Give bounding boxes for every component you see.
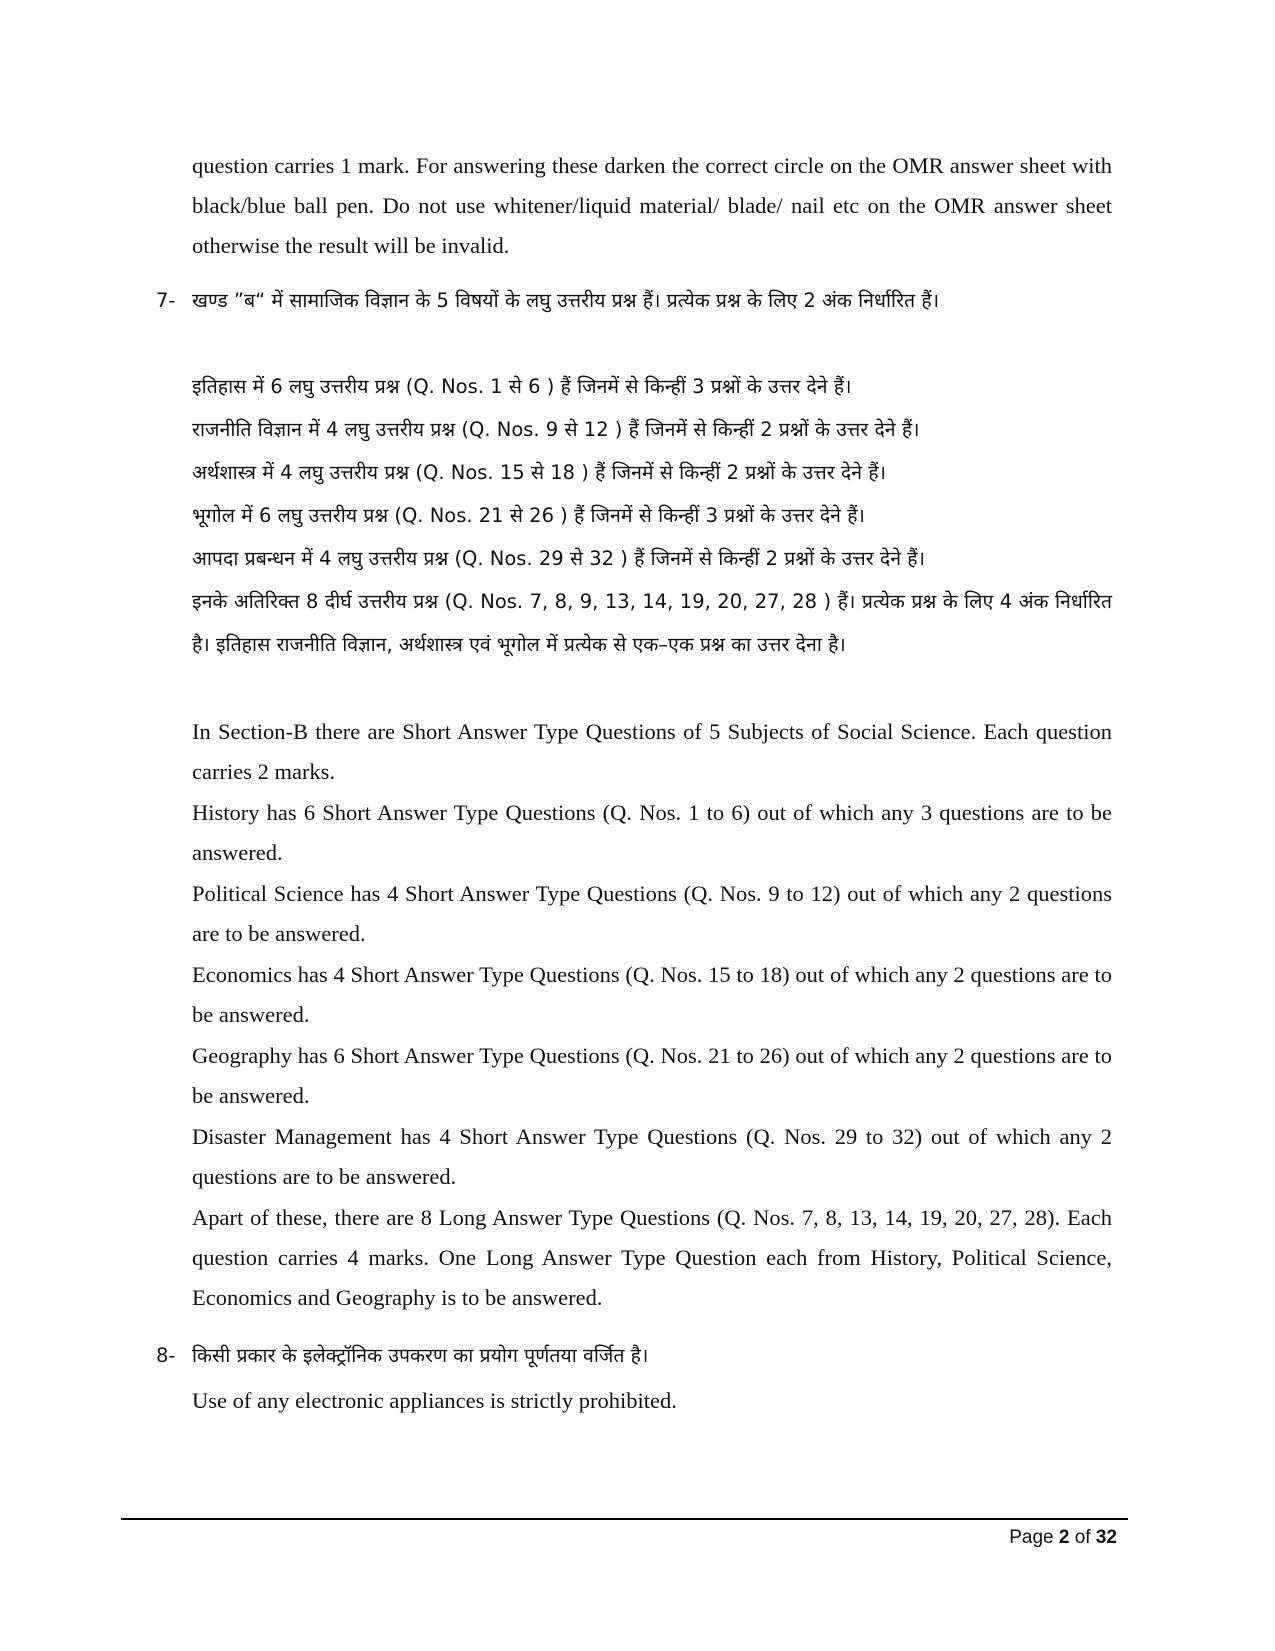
item-7-hindi-heading: खण्ड ”ब“ में सामाजिक विज्ञान के 5 विषयों के लघु उत्तरीय प्रश्न हैं। प्रत्येक प्रश्न के लिए 2 अंक निर्धारित हैं। — [192, 289, 940, 312]
page-number: 2 — [1058, 1527, 1070, 1548]
item-7-hindi-geography: भूगोल में 6 लघु उत्तरीय प्रश्न (Q. Nos. 21 से 26 ) हैं जिनमें से किन्हीं 3 प्रश्नों के उत्तर देने हैं। — [192, 504, 865, 527]
item-8-hindi: किसी प्रकार के इलेक्ट्रॉनिक उपकरण का प्रयोग पूर्णतया वर्जित है। — [192, 1344, 649, 1367]
total-pages: 32 — [1095, 1527, 1117, 1548]
item-7-english-history: History has 6 Short Answer Type Questions (Q. Nos. 1 to 6) out of which any 3 questions are to be answered. — [192, 800, 1112, 865]
item-8-number: 8- — [156, 1344, 176, 1367]
item-7-english-geography: Geography has 6 Short Answer Type Questions (Q. Nos. 21 to 26) out of which any 2 questions are to be answered. — [192, 1043, 1112, 1108]
item-7-english-disaster-management: Disaster Management has 4 Short Answer Type Questions (Q. Nos. 29 to 32) out of which any 2 questions are to be answered. — [192, 1124, 1112, 1189]
item-7-english-heading: In Section-B there are Short Answer Type Questions of 5 Subjects of Social Science. Each question carries 2 marks. — [192, 719, 1112, 784]
item-7-hindi-political-science: राजनीति विज्ञान में 4 लघु उत्तरीय प्रश्न (Q. Nos. 9 से 12 ) हैं जिनमें से किन्हीं 2 प्रश्नों के उत्तर देने हैं। — [192, 418, 920, 441]
item-7-hindi-economics: अर्थशास्त्र में 4 लघु उत्तरीय प्रश्न (Q. Nos. 15 से 18 ) हैं जिनमें से किन्हीं 2 प्रश्नों के उत्तर देने हैं। — [192, 461, 886, 484]
of-word: of — [1074, 1527, 1091, 1548]
intro-continuation: question carries 1 mark. For answering these darken the correct circle on the OMR answer sheet with black/blue ball pen. Do not use whitener/liquid material/ blade/ nail etc on the OMR answer sheet otherwise the result will be invalid. — [192, 153, 1112, 258]
item-7-number: 7- — [156, 289, 176, 312]
item-7-hindi-history: इतिहास में 6 लघु उत्तरीय प्रश्न (Q. Nos. 1 से 6 ) हैं जिनमें से किन्हीं 3 प्रश्नों के उत्तर देने हैं। — [192, 375, 852, 398]
item-8-english: Use of any electronic appliances is strictly prohibited. — [192, 1388, 677, 1413]
item-7-english-economics: Economics has 4 Short Answer Type Questions (Q. Nos. 15 to 18) out of which any 2 questions are to be answered. — [192, 962, 1112, 1027]
item-7-english-political-science: Political Science has 4 Short Answer Type Questions (Q. Nos. 9 to 12) out of which any 2 questions are to be answered. — [192, 881, 1112, 946]
footer-divider — [121, 1518, 1128, 1520]
item-7-english-long-answer: Apart of these, there are 8 Long Answer Type Questions (Q. Nos. 7, 8, 13, 14, 19, 20, 27, 28). Each question carries 4 marks. One Long Answer Type Question each from History, Political Science, Economics and Geography is to be answered. — [192, 1205, 1112, 1310]
item-7-hindi-long-answer: इनके अतिरिक्त 8 दीर्घ उत्तरीय प्रश्न (Q. Nos. 7, 8, 9, 13, 14, 19, 20, 27, 28 ) हैं। प्रत्येक प्रश्न के लिए 4 अंक निर्धारित है। इतिहास राजनीति विज्ञान, अर्थशास्त्र एवं भूगोल में प्रत्येक से एक–एक प्रश्न का उत्तर देना है। — [192, 590, 1112, 656]
page-indicator — [1009, 1518, 1117, 1558]
page-word: Page — [1009, 1527, 1054, 1548]
item-7-hindi-disaster-management: आपदा प्रबन्धन में 4 लघु उत्तरीय प्रश्न (Q. Nos. 29 से 32 ) हैं जिनमें से किन्हीं 2 प्रश्नों के उत्तर देने हैं। — [192, 547, 926, 570]
